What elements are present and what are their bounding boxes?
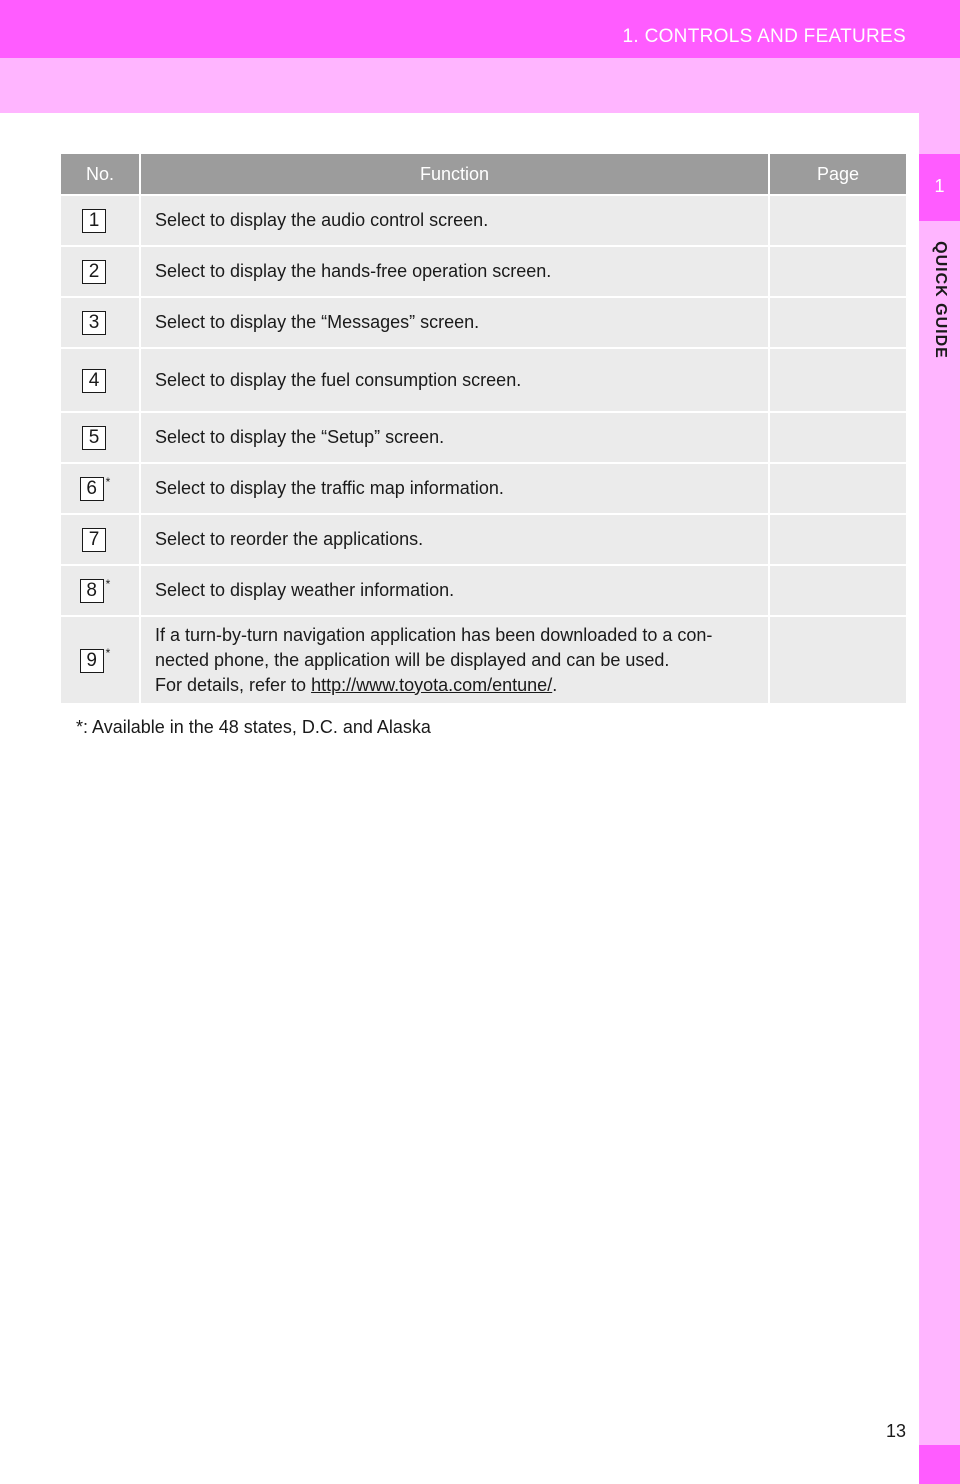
function-line-prefix: For details, refer to [155, 674, 312, 695]
row-number-cell [61, 245, 141, 296]
number-box-icon: 5 [82, 426, 106, 450]
page-ref [770, 462, 906, 513]
table-row [61, 245, 906, 296]
table-row [61, 194, 906, 245]
table-row [61, 513, 906, 564]
page-ref [770, 513, 906, 564]
function-text: Select to display the “Setup” screen. [141, 411, 770, 462]
table-row [61, 296, 906, 347]
header-page: Page [770, 154, 906, 194]
number-box-icon: 2 [82, 260, 106, 284]
function-text: Select to display the “Messages” screen. [141, 296, 770, 347]
row-number-cell [61, 462, 141, 513]
entune-link[interactable]: http://www.toyota.com/entune/ [311, 674, 553, 695]
table-row [61, 564, 906, 615]
function-text [141, 615, 770, 703]
function-text: Select to display the hands-free operation screen. [141, 245, 770, 296]
function-line: If a turn-by-turn navigation application has been downloaded to a con- [155, 624, 713, 645]
function-text: Select to display the audio control screen. [141, 194, 770, 245]
row-number-cell [61, 513, 141, 564]
table-row [61, 615, 906, 703]
row-number-cell [61, 411, 141, 462]
function-text: Select to display the fuel consumption screen. [141, 347, 770, 411]
page-ref [770, 296, 906, 347]
page-ref [770, 411, 906, 462]
row-number-cell [61, 194, 141, 245]
section-title: 1. CONTROLS AND FEATURES [622, 26, 906, 47]
function-text: Select to display the traffic map information. [141, 462, 770, 513]
number-box-icon: 8 [80, 579, 104, 603]
chapter-tab[interactable] [919, 154, 960, 221]
number-box-icon: 6 [80, 477, 104, 501]
row-number-cell [61, 296, 141, 347]
header-band [0, 0, 960, 58]
page-ref [770, 245, 906, 296]
number-box-icon: 7 [82, 528, 106, 552]
table-row [61, 462, 906, 513]
page-ref [770, 615, 906, 703]
function-line-suffix: . [552, 674, 558, 695]
table-row [61, 411, 906, 462]
asterisk-mark: * [105, 646, 111, 661]
page-ref [770, 347, 906, 411]
sub-header-band [0, 58, 960, 113]
number-box-icon: 4 [82, 369, 106, 393]
number-box-icon: 9 [80, 649, 104, 673]
chapter-label: QUICK GUIDE [932, 241, 949, 359]
function-text: Select to display weather information. [141, 564, 770, 615]
number-box-icon: 3 [82, 311, 106, 335]
asterisk-mark: * [105, 576, 111, 591]
footnote: *: Available in the 48 states, D.C. and Alaska [76, 717, 431, 737]
header-function: Function [141, 154, 770, 194]
row-number-cell [61, 564, 141, 615]
header-no: No. [61, 154, 141, 194]
row-number-cell [61, 615, 141, 703]
page-ref [770, 564, 906, 615]
bottom-strip [919, 1445, 960, 1484]
table-row [61, 347, 906, 411]
function-table [61, 154, 906, 703]
table-header-row [61, 154, 906, 194]
function-line: nected phone, the application will be displayed and can be used. [155, 649, 670, 670]
function-text: Select to reorder the applications. [141, 513, 770, 564]
chapter-number: 1 [934, 176, 945, 196]
row-number-cell [61, 347, 141, 411]
page-number: 13 [886, 1421, 907, 1441]
asterisk-mark: * [105, 474, 111, 489]
number-box-icon: 1 [82, 209, 106, 233]
page-ref [770, 194, 906, 245]
